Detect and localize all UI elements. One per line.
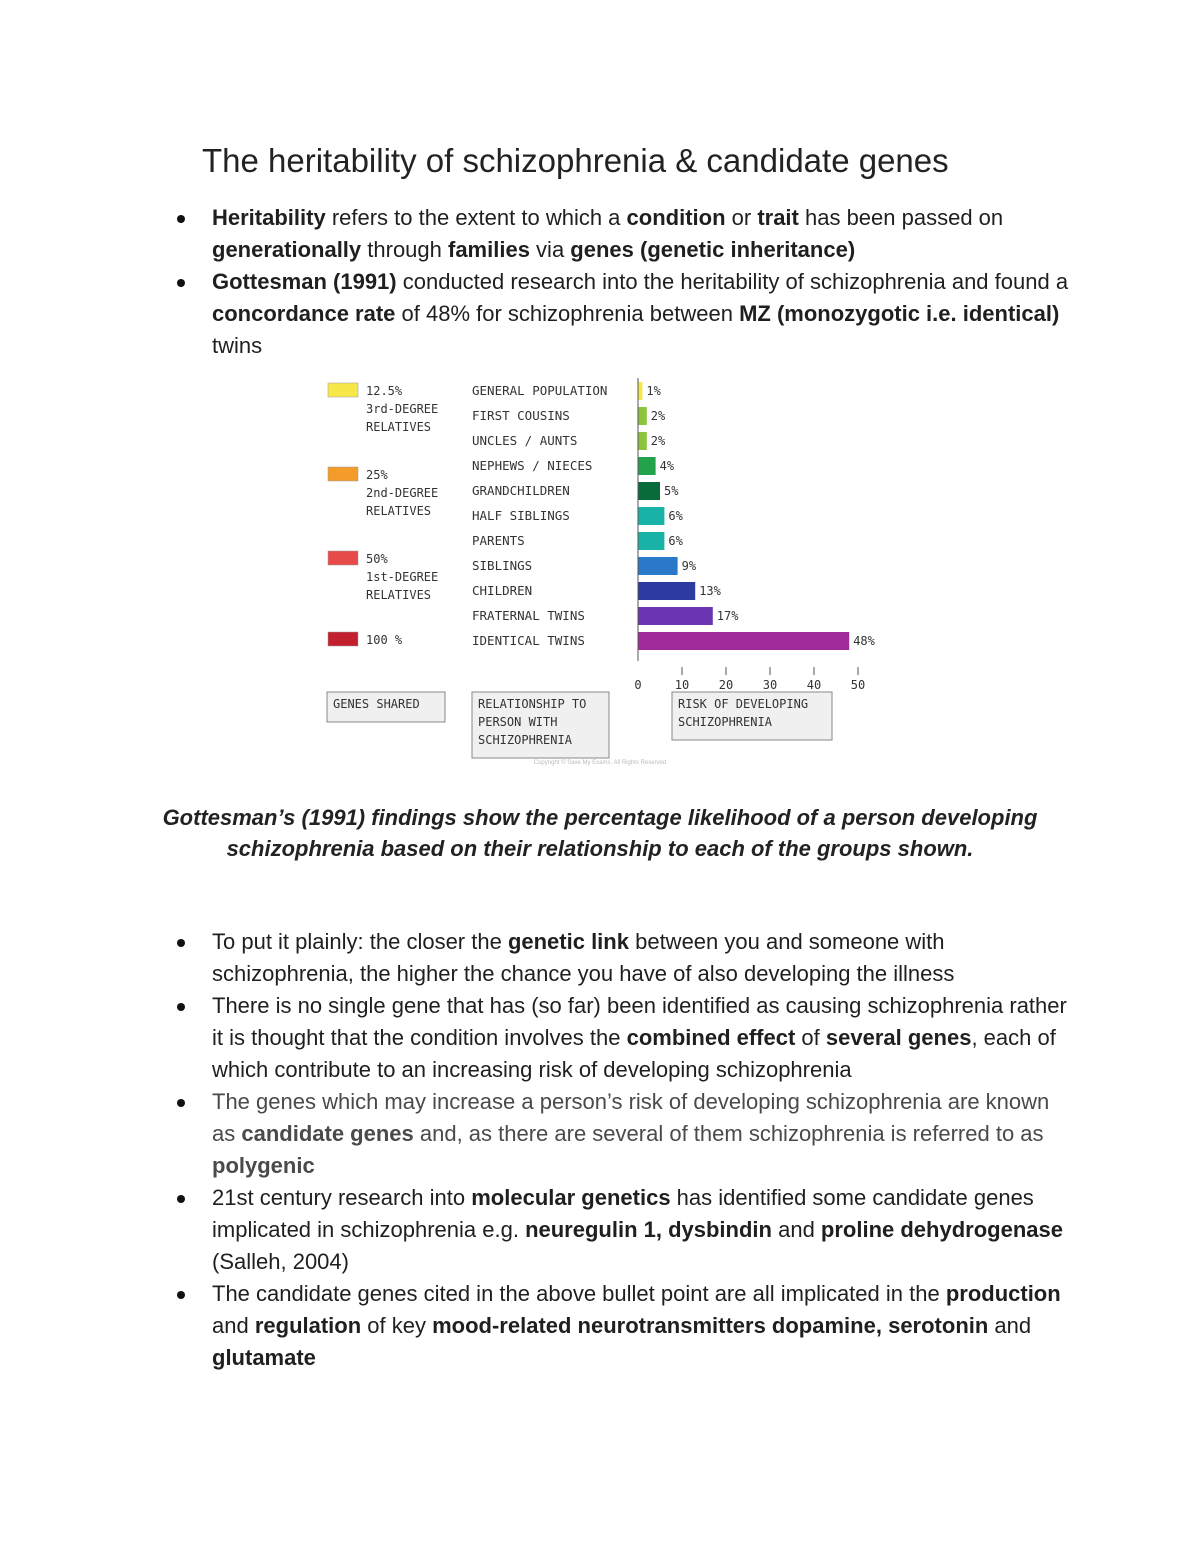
bold-text: families [448,237,530,262]
text-run: or [725,205,758,230]
bold-text: candidate genes [241,1121,414,1146]
bar [638,432,647,450]
category-label: UNCLES / AUNTS [472,433,578,448]
bold-text: MZ (monozygotic i.e. identical) [739,301,1060,326]
figure-caption: Gottesman’s (1991) findings show the percentage likelihood of a person developing schizophrenia based on their relationship to each of the groups shown. [162,805,1038,861]
bold-text: Heritability [212,205,326,230]
text-run: refers to the extent to which a [325,205,627,230]
category-label: SIBLINGS [472,558,533,573]
text-run: and [212,1313,255,1338]
bar-value-label: 5% [664,484,679,498]
bold-text: trait [757,205,799,230]
legend-swatch [328,551,358,565]
bullet-list-bottom [172,926,1072,1374]
bullet-item [172,266,1072,362]
bullet-item [172,926,1072,990]
bold-text: proline dehydrogenase [820,1217,1063,1242]
bold-text: genes (genetic inheritance) [570,237,856,262]
text-run: between you and someone with schizophrenia, the higher the chance you have of also developing the illness [212,929,955,986]
category-label: PARENTS [472,533,525,548]
bar [638,607,713,625]
bold-text: mood-related neurotransmitters dopamine, [432,1313,882,1338]
bold-text: combined effect [626,1025,796,1050]
text-run: (Salleh, 2004) [212,1249,349,1274]
category-label: FRATERNAL TWINS [472,608,585,623]
text-run: of 48% for schizophrenia between [395,301,740,326]
risk-box-label: SCHIZOPHRENIA [678,715,772,729]
bar [638,532,664,550]
text-run: via [529,237,571,262]
chart-bars [638,382,876,650]
bar [638,632,849,650]
text-run: 21st century research into [212,1185,472,1210]
legend-label: 25% [366,468,388,482]
bullet-item [172,1182,1072,1278]
x-tick-label: 30 [762,678,778,692]
bold-text: regulation [254,1313,362,1338]
bar-value-label: 4% [659,459,675,473]
bold-text: glutamate [212,1345,316,1370]
bar [638,457,656,475]
bar [638,557,678,575]
bold-text: molecular genetics [471,1185,671,1210]
category-label: NEPHEWS / NIECES [472,458,593,473]
bold-text: serotonin [888,1313,989,1338]
x-tick-label: 40 [806,678,822,692]
bar-value-label: 6% [668,534,683,548]
chart-copyright: Copyright © Save My Exams. All Rights Reserved [533,760,667,766]
bold-text: Gottesman (1991) [212,269,397,294]
bold-text: neuregulin 1, dysbindin [525,1217,772,1242]
bullet-item [172,990,1072,1086]
bar-value-label: 1% [646,384,661,398]
text-run: has identified some candidate genes implicated in schizophrenia e.g. [212,1185,1034,1242]
text-run: and [988,1313,1032,1338]
legend-label: 1st-DEGREE [366,570,439,584]
bullet-item [172,1278,1072,1374]
genes-box-label: GENES SHARED [333,697,420,711]
legend-swatch [328,632,358,646]
bar-value-label: 2% [650,409,666,423]
bar [638,382,642,400]
legend-swatch [328,383,358,397]
text-run: There is no single gene that has (so far) been identified as causing schizophrenia rather it is thought that the condition involves the [212,993,1067,1050]
x-tick-label: 0 [634,678,642,692]
category-label: GENERAL POPULATION [472,383,608,398]
text-run: of key [361,1313,433,1338]
bold-text: condition [626,205,726,230]
heritability-bar-chart [318,376,888,768]
text-run: , each of which contribute to an increasing risk of developing schizophrenia [212,1025,1056,1082]
bar-value-label: 6% [668,509,683,523]
text-run: and, as there are several of them schizophrenia is referred to as [413,1121,1044,1146]
bar [638,507,664,525]
category-label: GRANDCHILDREN [472,483,570,498]
legend-label: 2nd-DEGREE [366,486,439,500]
text-run: of [795,1025,826,1050]
relationship-box-label: SCHIZOPHRENIA [478,733,572,747]
text-run: conducted research into the heritability of schizophrenia and found a [396,269,1069,294]
text-run: has been passed on [798,205,1004,230]
text-run: twins [212,333,263,358]
category-label: HALF SIBLINGS [472,508,570,523]
page-title: The heritability of schizophrenia & candidate genes [202,142,949,179]
bar-value-label: 17% [716,609,739,623]
bar [638,407,647,425]
bold-text: production [945,1281,1061,1306]
legend-label: 100 % [366,633,403,647]
relationship-box-label: RELATIONSHIP TO [478,697,587,711]
category-label: FIRST COUSINS [472,408,570,423]
x-tick-label: 10 [674,678,690,692]
chart-axis-boxes [327,692,832,758]
legend-label: RELATIVES [366,420,432,434]
bold-text: several genes [825,1025,972,1050]
bar [638,482,660,500]
bullet-item [172,202,1072,266]
text-run: The genes which may increase a person’s risk of developing schizophrenia are known as [212,1089,1050,1146]
bar-value-label: 2% [650,434,666,448]
bar [638,582,695,600]
text-run: To put it plainly: the closer the [212,929,508,954]
bar-value-label: 48% [853,634,875,648]
bar-value-label: 9% [681,559,697,573]
text-run: through [361,237,448,262]
legend-label: RELATIVES [366,588,432,602]
text-run: and [771,1217,821,1242]
legend-label: 3rd-DEGREE [366,402,439,416]
legend-label: RELATIVES [366,504,432,518]
legend-label: 12.5% [366,384,403,398]
risk-box-label: RISK OF DEVELOPING [678,697,809,711]
bold-text: genetic link [507,929,629,954]
x-tick-label: 20 [718,678,734,692]
text-run: The candidate genes cited in the above bullet point are all implicated in the [212,1281,946,1306]
bold-text: concordance rate [212,301,396,326]
chart-category-labels [472,383,607,648]
bold-text: polygenic [212,1153,315,1178]
legend-label: 50% [366,552,388,566]
bold-text: generationally [212,237,362,262]
bar-value-label: 13% [699,584,721,598]
bullet-item [172,1086,1072,1182]
category-label: CHILDREN [472,583,533,598]
relationship-box-label: PERSON WITH [478,715,558,729]
bullet-list-top [172,202,1072,362]
x-tick-label: 50 [850,678,866,692]
chart-legend [328,383,438,647]
legend-swatch [328,467,358,481]
category-label: IDENTICAL TWINS [472,633,585,648]
